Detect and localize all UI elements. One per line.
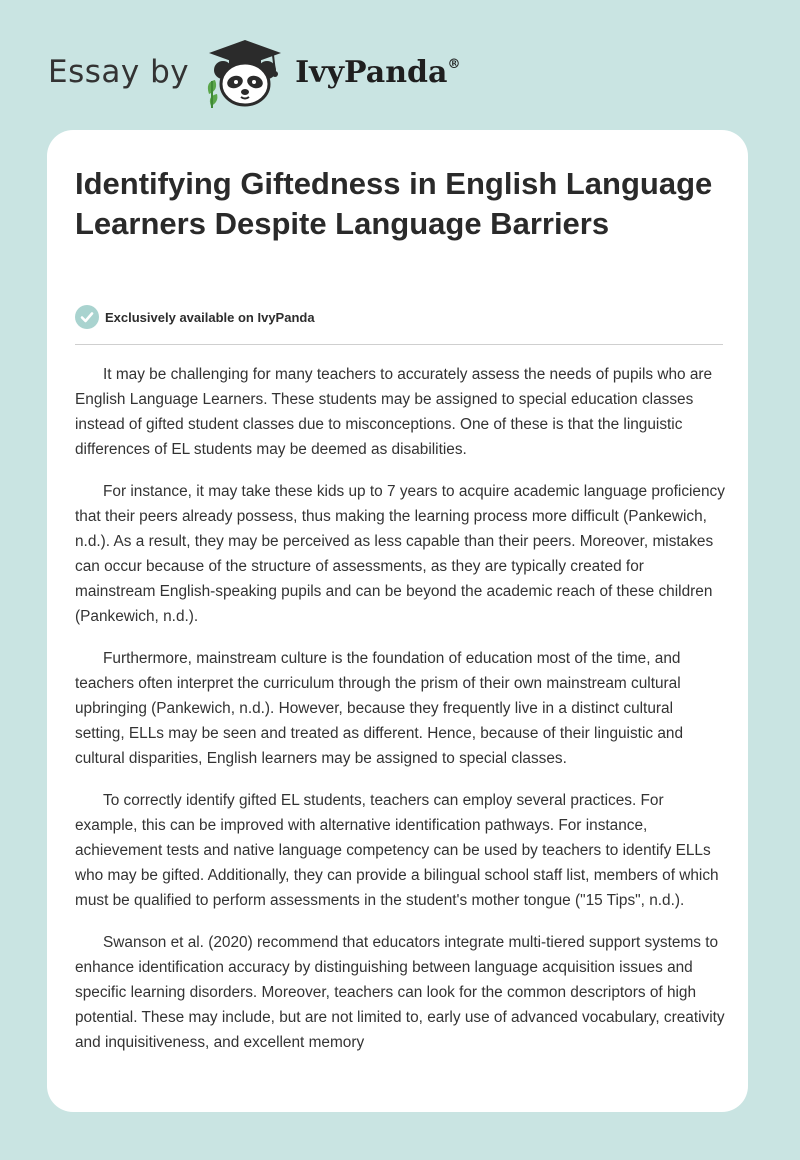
brand-name[interactable]: [295, 55, 460, 90]
registered-mark: ®: [447, 56, 461, 72]
panda-graduation-cap-icon: [203, 36, 287, 108]
page-title: Identifying Giftedness in English Language Learners Despite Language Barriers: [75, 166, 713, 241]
site-header: [48, 34, 460, 110]
exclusive-label: Exclusively available on IvyPanda: [105, 309, 315, 325]
paragraph-3: Furthermore, mainstream culture is the foundation of education most of the time, and teachers often interpret the curriculum through the prism of their own mainstream cultural upbringing (Pankewich, n.d.). However, because they frequently live in a distinct cultural setting, ELLs may be seen and treated as different. Hence, because of their linguistic and cultural disparities, English learners may be assigned to special classes.: [75, 650, 684, 767]
exclusive-badge: [75, 305, 315, 329]
essay-by-label: Essay by: [48, 54, 190, 90]
brand-text: IvyPanda: [295, 54, 448, 90]
paragraph-2: For instance, it may take these kids up to 7 years to acquire academic language proficiency that their peers already possess, thus making the learning process more difficult (Pankewich, n.d.). As a result, they may be perceived as less capable than their peers. Moreover, mistakes can occur because of the structure of assessments, as they are typically created for mainstream English-speaking pupils and can be beyond the academic reach of these children (Pankewich, n.d.).: [75, 483, 725, 625]
paragraph-4: To correctly identify gifted EL students, teachers can employ several practices. For example, this can be improved with alternative identification pathways. For instance, achievement tests and native language competency can be used by teachers to identify ELLs who may be gifted. Additionally, they can provide a bilingual school staff list, members of which must be qualified to perform assessments in the student's mother tongue ("15 Tips", n.d.).: [75, 792, 719, 909]
essay-card: [47, 130, 748, 1112]
essay-body: [75, 362, 725, 1072]
divider: [75, 344, 723, 345]
paragraph-1: It may be challenging for many teachers to accurately assess the needs of pupils who are English Language Learners. These students may be assigned to special education classes instead of gifted student classes due to misconceptions. One of these is that the linguistic differences of EL students may be deemed as disabilities.: [75, 366, 713, 458]
paragraph-5: Swanson et al. (2020) recommend that educators integrate multi-tiered support systems to enhance identification accuracy by distinguishing between language acquisition issues and specific learning disorders. Moreover, teachers can look for the common descriptors of high potential. These may include, but are not limited to, early use of advanced vocabulary, creativity and inquisitiveness, and excellent memory: [75, 934, 725, 1051]
check-circle-icon: [75, 305, 99, 329]
